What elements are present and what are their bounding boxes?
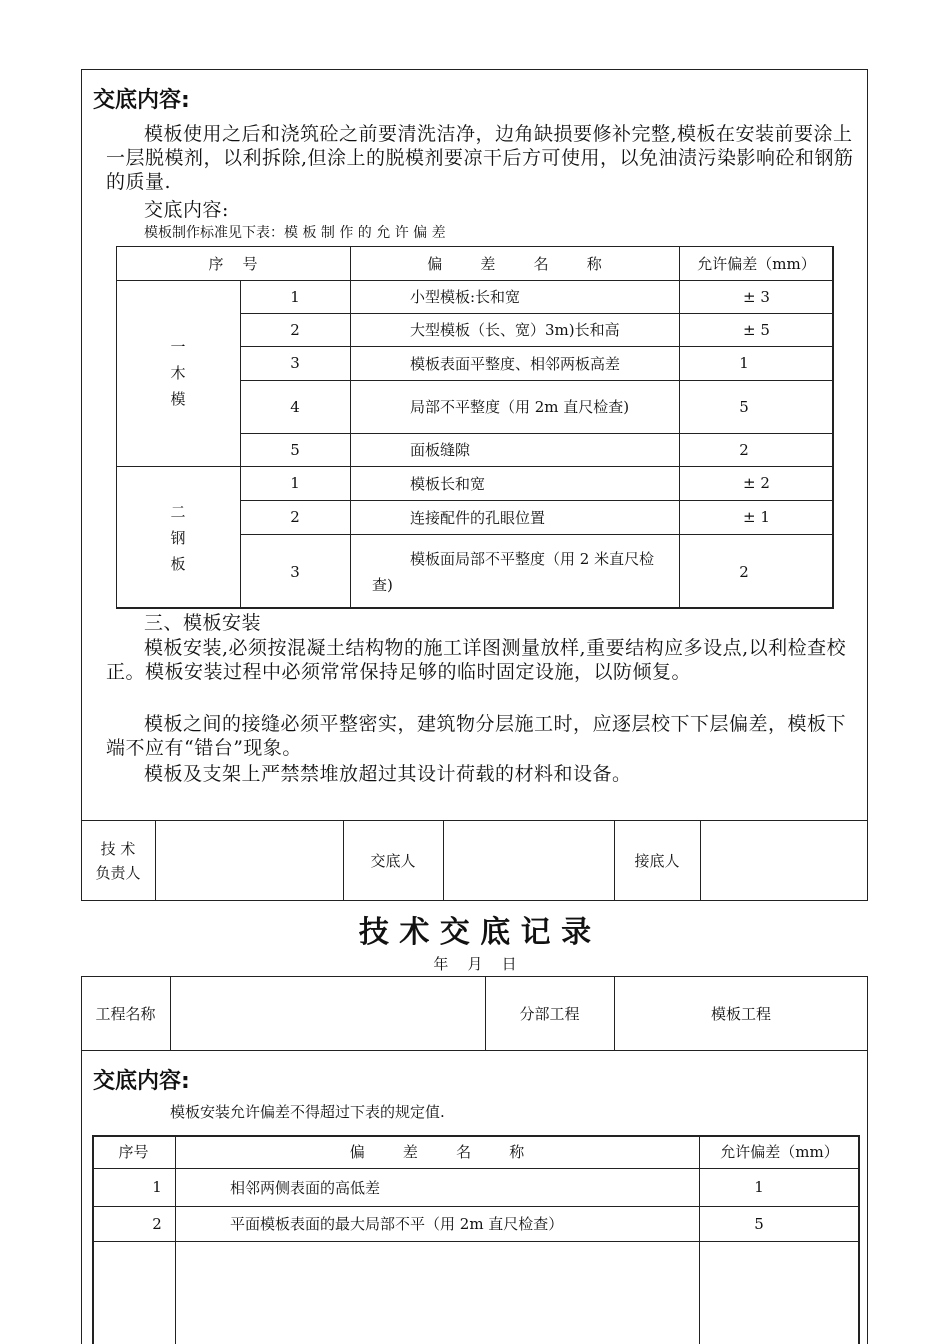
row-name: 模板表面平整度、相邻两板高差 (410, 354, 621, 373)
row-name: 相邻两侧表面的高低差 (230, 1178, 381, 1197)
row-name: 局部不平整度（用 2m 直尺检查) (410, 398, 630, 416)
row-tol: 2 (739, 440, 749, 459)
tech-lead-signature-field[interactable] (155, 820, 343, 901)
install-paragraph-1: 模板安装,必须按混凝土结构物的施工详图测量放样,重要结构应多设点,以利检查校正。模板安装过程中必须常常保持足够的临时固定设施，以防倾复。 (106, 637, 847, 683)
row-tol: 5 (739, 397, 749, 416)
row-name: 平面模板表面的最大局部不平（用 2m 直尺检查） (230, 1215, 564, 1233)
row-no: 5 (290, 440, 300, 459)
division-value: 模板工程 (710, 1004, 771, 1023)
install-paragraph-2: 模板之间的接缝必须平整密实，建筑物分层施工时，应逐层校下下层偏差，模板下端不应有“错台”现象。 (106, 713, 847, 759)
row-no: 3 (290, 562, 300, 581)
tech-lead-label: 技 术 负责人 (95, 839, 141, 882)
row-tol: ± 1 (743, 508, 770, 526)
header-tolerance: 允许偏差（mm） (697, 254, 816, 273)
row-no: 2 (290, 508, 300, 526)
record-title: 技 术 交 底 记 录 (358, 915, 592, 950)
division-label: 分部工程 (519, 1004, 580, 1023)
header-seq: 序 号 (208, 254, 258, 273)
group-wood-label: 一 木 模 (170, 338, 186, 408)
header-deviation-name: 偏 差 名 称 (427, 254, 602, 273)
install-paragraph-3: 模板及支架上严禁禁堆放超过其设计荷载的材料和设备。 (144, 763, 632, 785)
row-no: 2 (152, 1214, 162, 1233)
presenter-label: 交底人 (370, 852, 416, 870)
paragraph-cleaning: 模板使用之后和浇筑砼之前要清洗洁净，边角缺损要修补完整,模板在安装前要涂上一层脱模剂，以利拆除,但涂上的脱模剂要凉干后方可使用，以免油渍污染影响砼和钢筋的质量. (106, 123, 854, 193)
project-name-field[interactable] (170, 976, 485, 1050)
row-no: 2 (290, 320, 300, 339)
record-content-heading: 交底内容: (93, 1069, 190, 1094)
row-tol: 1 (754, 1178, 764, 1196)
row-tol: ± 5 (743, 320, 770, 339)
project-name-label: 工程名称 (95, 1004, 156, 1023)
row-no: 1 (290, 474, 300, 492)
row-name: 模板面局部不平整度（用 2 米直尺检查) (372, 549, 655, 594)
record-intro: 模板安装允许偏差不得超过下表的规定值. (170, 1103, 445, 1121)
row-tol: ± 3 (743, 287, 770, 306)
row-tol: 1 (739, 354, 749, 372)
receiver-label: 接底人 (634, 852, 680, 870)
install-title: 三、模板安装 (144, 612, 262, 634)
row-no: 4 (290, 397, 300, 416)
header-seq: 序号 (118, 1143, 149, 1161)
table-caption: 模板制作标准见下表：模 板 制 作 的 允 许 偏 差 (144, 225, 446, 241)
receiver-signature-field[interactable] (700, 820, 868, 901)
row-name: 面板缝隙 (410, 441, 471, 459)
row-tol: ± 2 (743, 474, 770, 492)
group-steel-label: 二 钢 板 (170, 502, 186, 573)
presenter-signature-field[interactable] (443, 820, 614, 901)
row-name: 大型模板（长、宽）3m)长和高 (410, 321, 620, 339)
row-name: 连接配件的孔眼位置 (410, 508, 546, 527)
sub-heading: 交底内容: (144, 199, 229, 221)
content-heading: 交底内容: (93, 88, 190, 113)
row-no: 1 (290, 287, 300, 306)
row-name: 模板长和宽 (410, 474, 486, 493)
row-no: 3 (290, 354, 300, 372)
row-no: 1 (152, 1178, 162, 1196)
header-deviation-name: 偏 差 名 称 (349, 1143, 525, 1161)
record-date: 年 月 日 (433, 955, 517, 973)
row-tol: 5 (754, 1214, 764, 1233)
row-name: 小型模板:长和宽 (410, 288, 521, 306)
header-tolerance: 允许偏差（mm） (720, 1143, 839, 1161)
row-tol: 2 (739, 562, 749, 581)
